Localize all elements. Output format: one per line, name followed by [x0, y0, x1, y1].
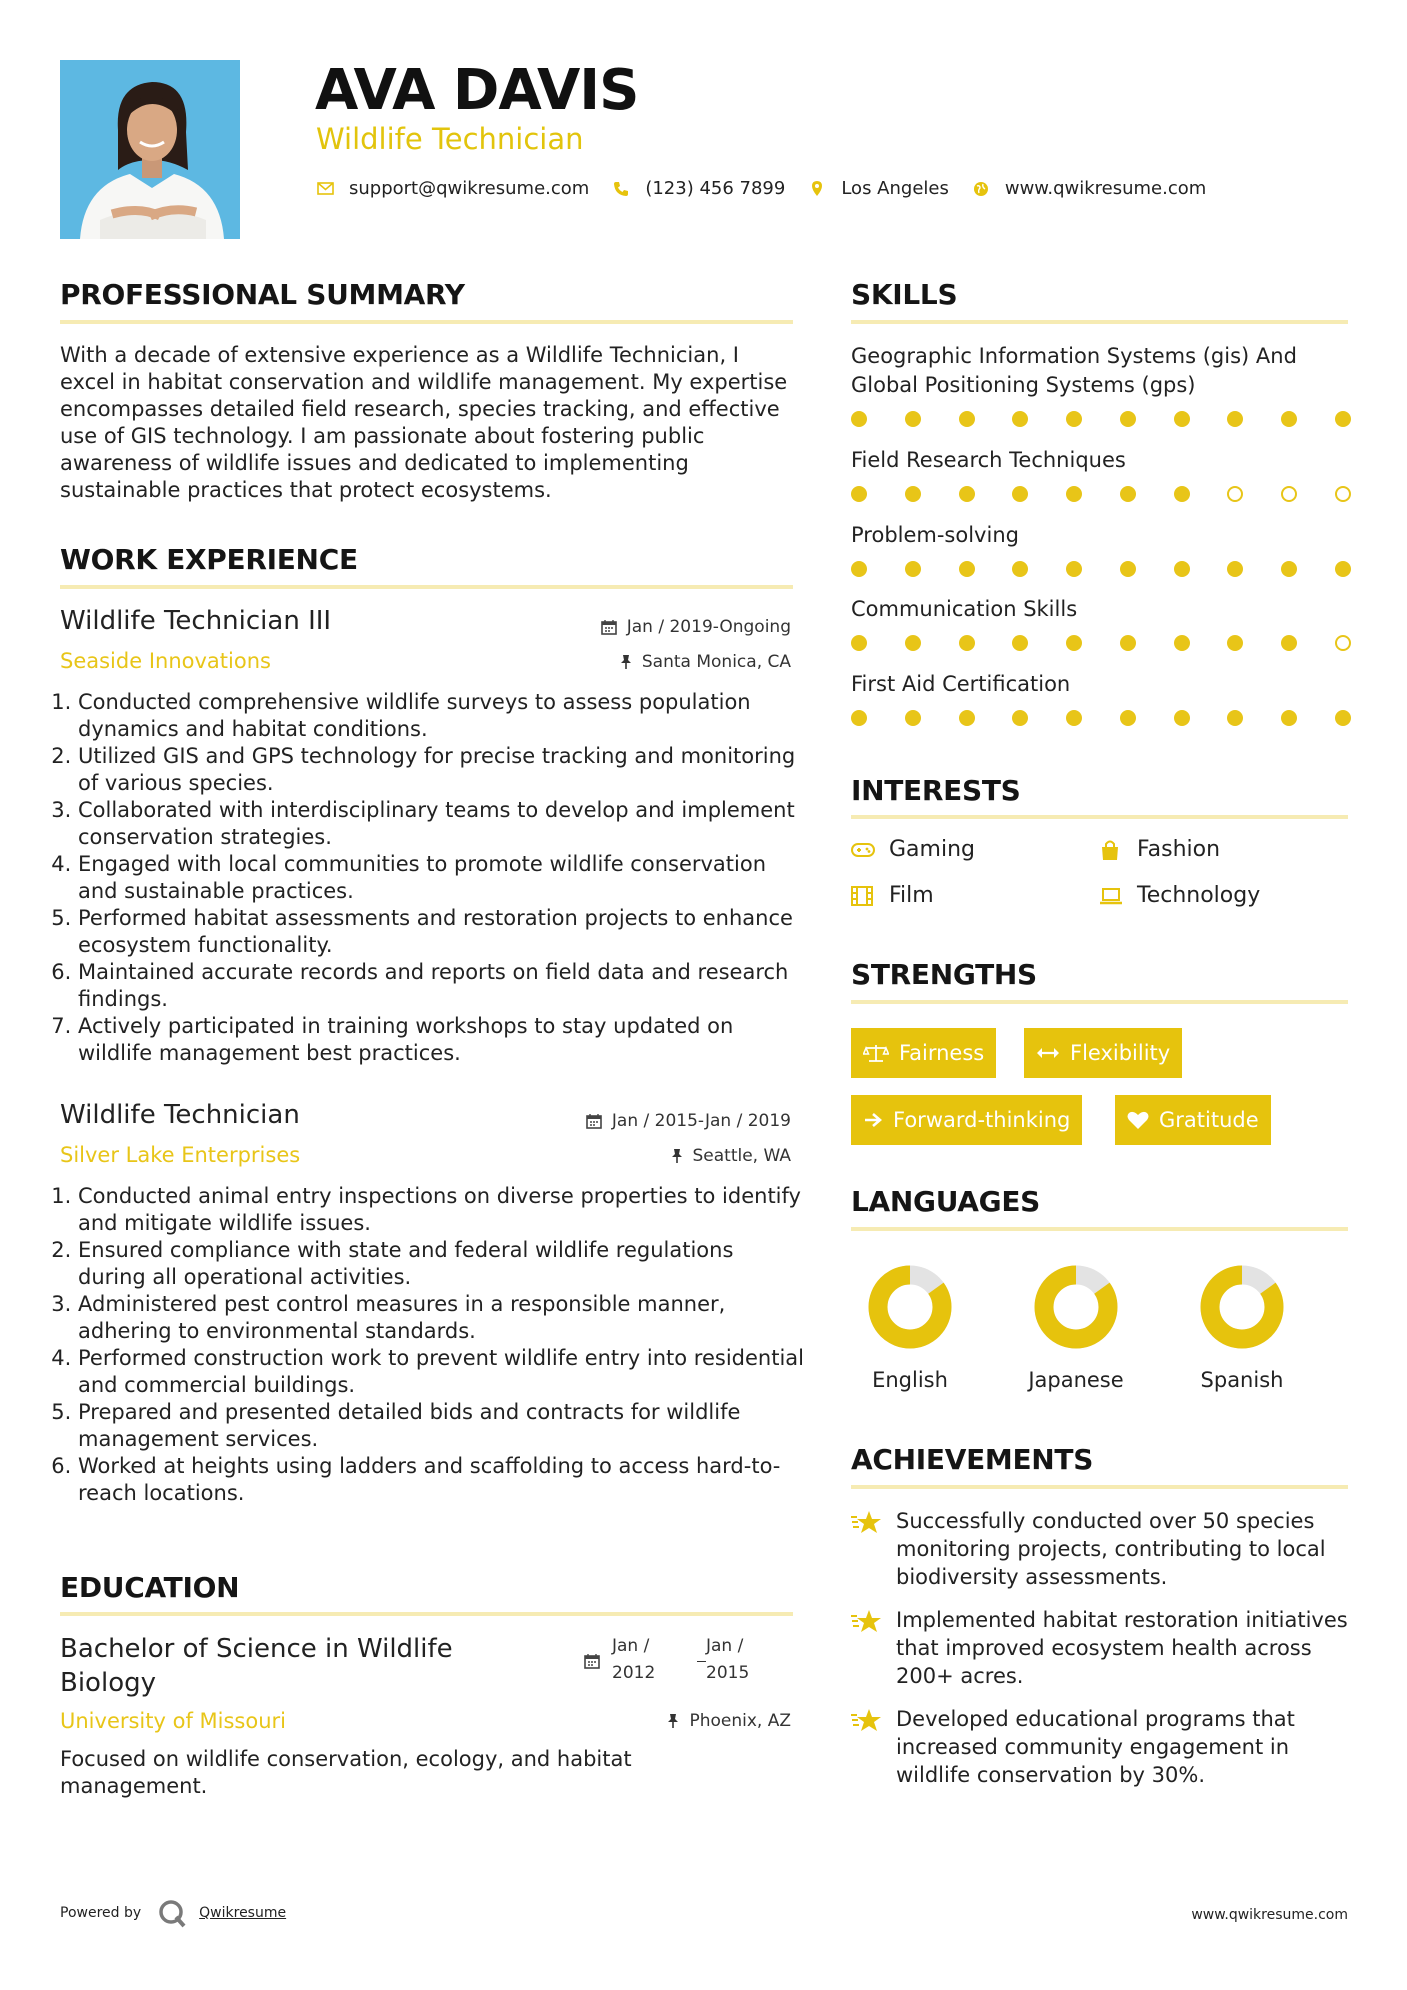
rating-dot-filled	[1066, 561, 1082, 577]
achievement-item	[851, 1705, 1361, 1789]
language-proficiency-ring	[865, 1262, 955, 1352]
languages-heading: LANGUAGES	[851, 1185, 1041, 1218]
contact-location	[807, 178, 949, 199]
skill-rating	[851, 486, 1351, 502]
company-name: Seaside Innovations	[60, 649, 271, 673]
duty-item: 6. Worked at heights using ladders and scaffolding to access hard-to-reach locations.	[78, 1453, 807, 1507]
skill-name: Field Research Techniques	[851, 448, 1126, 472]
contact-email[interactable]	[315, 178, 589, 199]
website-text: www.qwikresume.com	[1004, 178, 1207, 199]
strength-label: Flexibility	[1070, 1041, 1171, 1065]
rating-dot-filled	[1335, 411, 1351, 427]
pushpin-icon	[620, 654, 632, 670]
language-proficiency-ring	[1197, 1262, 1287, 1352]
rating-dot-filled	[1120, 710, 1136, 726]
duty-item: 5. Prepared and presented detailed bids and contracts for wildlife management services.	[78, 1399, 807, 1453]
rating-dot-filled	[959, 635, 975, 651]
interest-label: Gaming	[889, 837, 975, 862]
edu-location-text: Phoenix, AZ	[689, 1711, 791, 1731]
date-dash	[697, 1661, 706, 1662]
interests-divider	[851, 815, 1348, 819]
footer-branding	[60, 1898, 286, 1928]
job-title: Wildlife Technician	[60, 1100, 300, 1130]
skill-rating	[851, 561, 1351, 577]
contact-phone[interactable]	[611, 178, 785, 199]
duty-item: 1. Conducted animal entry inspections on diverse properties to identify and mitigate wildlife issues.	[78, 1183, 807, 1237]
company-name: Silver Lake Enterprises	[60, 1143, 301, 1167]
skill-name: First Aid Certification	[851, 672, 1071, 696]
laptop-icon	[1099, 887, 1125, 905]
footer-url[interactable]: www.qwikresume.com	[1191, 1907, 1348, 1923]
duty-item: 2. Utilized GIS and GPS technology for precise tracking and monitoring of various species.	[78, 743, 807, 797]
work-divider	[60, 585, 793, 589]
email-text: support@qwikresume.com	[349, 178, 590, 199]
work-heading: WORK EXPERIENCE	[60, 543, 358, 576]
rating-dot-filled	[1227, 411, 1243, 427]
school-name: University of Missouri	[60, 1709, 286, 1733]
language-label: Spanish	[1200, 1368, 1284, 1392]
strength-chip	[1115, 1095, 1271, 1145]
rating-dot-filled	[1227, 710, 1243, 726]
edu-end-date	[706, 1633, 749, 1687]
rating-dot-filled	[1066, 486, 1082, 502]
interest-label: Technology	[1137, 883, 1261, 908]
interest-label: Film	[889, 883, 934, 908]
edu-end-line1: Jan /	[706, 1636, 744, 1656]
star-badge-icon	[851, 1606, 883, 1690]
strength-chip	[851, 1028, 996, 1078]
pushpin-icon	[671, 1148, 683, 1164]
edu-end-line2: 2015	[706, 1663, 750, 1683]
rating-dot-filled	[1281, 710, 1297, 726]
rating-dot-empty	[1335, 486, 1351, 502]
strengths-heading: STRENGTHS	[851, 958, 1037, 991]
interest-label: Fashion	[1137, 837, 1221, 862]
duty-item: 1. Conducted comprehensive wildlife surveys to assess population dynamics and habitat conditions.	[78, 689, 807, 743]
rating-dot-filled	[1066, 411, 1082, 427]
job-dates	[586, 1111, 791, 1131]
rating-dot-filled	[851, 635, 867, 651]
duty-item: 4. Engaged with local communities to promote wildlife conservation and sustainable practices.	[78, 851, 807, 905]
contact-website[interactable]	[971, 178, 1206, 199]
skill-rating	[851, 635, 1351, 651]
skill-name: Communication Skills	[851, 597, 1078, 621]
summary-heading: PROFESSIONAL SUMMARY	[60, 278, 465, 311]
strength-label: Forward-thinking	[893, 1108, 1071, 1132]
job-dates-text: Jan / 2015-Jan / 2019	[611, 1111, 791, 1131]
rating-dot-filled	[1012, 635, 1028, 651]
achievements-heading: ACHIEVEMENTS	[851, 1443, 1094, 1476]
rating-dot-filled	[1174, 561, 1190, 577]
rating-dot-filled	[1335, 710, 1351, 726]
strength-chip	[1024, 1028, 1182, 1078]
edu-start-line1: Jan /	[612, 1636, 650, 1656]
rating-dot-filled	[1012, 710, 1028, 726]
interest-item	[1099, 883, 1260, 908]
duty-item: 4. Performed construction work to prevent wildlife entry into residential and commercial buildings.	[78, 1345, 807, 1399]
interest-item	[851, 837, 975, 862]
achievements-divider	[851, 1485, 1348, 1489]
rating-dot-filled	[1012, 486, 1028, 502]
brand-link[interactable]: Qwikresume	[199, 1905, 287, 1921]
rating-dot-filled	[959, 486, 975, 502]
job-location-text: Seattle, WA	[692, 1146, 791, 1166]
rating-dot-filled	[1174, 486, 1190, 502]
rating-dot-filled	[851, 561, 867, 577]
rating-dot-filled	[905, 710, 921, 726]
education-heading: EDUCATION	[60, 1571, 240, 1604]
rating-dot-empty	[1227, 486, 1243, 502]
job-location-text: Santa Monica, CA	[641, 652, 791, 672]
job-dates-text: Jan / 2019-Ongoing	[626, 617, 791, 637]
rating-dot-filled	[959, 710, 975, 726]
summary-text: With a decade of extensive experience as a Wildlife Technician, I excel in habitat conservation and wildlife management. My expertise encompasses detailed field research, species tracking, and effective use of GIS technology. I am passionate about fostering public awareness of wildlife issues and dedicated to implementing sustainable practices that protect ecosystems.	[60, 343, 788, 502]
phone-text: (123) 456 7899	[645, 178, 786, 199]
star-badge-icon	[851, 1507, 883, 1591]
job-location	[620, 652, 791, 672]
job-title: Wildlife Technician III	[60, 606, 332, 636]
map-pin-icon	[807, 179, 827, 199]
rating-dot-empty	[1335, 635, 1351, 651]
rating-dot-filled	[1174, 710, 1190, 726]
language-label: English	[872, 1368, 948, 1392]
duty-item: 3. Collaborated with interdisciplinary teams to develop and implement conservation strategies.	[78, 797, 807, 851]
rating-dot-filled	[905, 411, 921, 427]
rating-dot-filled	[1012, 561, 1028, 577]
edu-start-line2: 2012	[612, 1663, 656, 1683]
achievement-item	[851, 1507, 1361, 1591]
rating-dot-filled	[905, 486, 921, 502]
duty-item: 5. Performed habitat assessments and restoration projects to enhance ecosystem functionality.	[78, 905, 807, 959]
rating-dot-filled	[1066, 635, 1082, 651]
strengths-divider	[851, 1000, 1348, 1004]
language-proficiency-ring	[1031, 1262, 1121, 1352]
rating-dot-filled	[905, 635, 921, 651]
shopping-bag-icon	[1099, 839, 1125, 861]
rating-dot-filled	[1120, 561, 1136, 577]
rating-dot-filled	[851, 486, 867, 502]
degree-title: Bachelor of Science in Wildlife Biology	[60, 1634, 453, 1698]
balance-scale-icon	[863, 1043, 889, 1063]
powered-by-text: Powered by	[60, 1905, 142, 1921]
rating-dot-filled	[851, 411, 867, 427]
qwikresume-logo-icon	[157, 1898, 187, 1928]
duty-item: 6. Maintained accurate records and reports on field data and research findings.	[78, 959, 807, 1013]
job-location	[671, 1146, 792, 1166]
rating-dot-filled	[1281, 411, 1297, 427]
skill-name: Problem-solving	[851, 523, 1019, 547]
arrow-right-icon	[863, 1112, 883, 1128]
language-item	[1011, 1262, 1141, 1392]
rating-dot-filled	[1335, 561, 1351, 577]
skill-rating	[851, 411, 1351, 427]
job-duties-list	[52, 1183, 807, 1507]
rating-dot-filled	[1227, 561, 1243, 577]
interest-item	[851, 883, 934, 908]
skill-rating	[851, 710, 1351, 726]
candidate-name: AVA DAVIS	[315, 58, 639, 123]
skills-divider	[851, 320, 1348, 324]
language-item	[845, 1262, 975, 1392]
rating-dot-filled	[1120, 486, 1136, 502]
duty-item: 3. Administered pest control measures in a responsible manner, adhering to environmental standards.	[78, 1291, 807, 1345]
duty-item: 7. Actively participated in training workshops to stay updated on wildlife management best practices.	[78, 1013, 807, 1067]
rating-dot-filled	[905, 561, 921, 577]
achievement-text: Developed educational programs that increased community engagement in wildlife conservation by 30%.	[896, 1707, 1295, 1787]
pushpin-icon	[667, 1713, 679, 1729]
rating-dot-filled	[959, 561, 975, 577]
edu-location	[667, 1711, 791, 1731]
summary-divider	[60, 320, 793, 324]
rating-dot-filled	[959, 411, 975, 427]
rating-dot-filled	[851, 710, 867, 726]
interests-heading: INTERESTS	[851, 774, 1021, 807]
strength-label: Gratitude	[1159, 1108, 1259, 1132]
contact-bar	[315, 178, 1228, 199]
rating-dot-filled	[1066, 710, 1082, 726]
film-icon	[851, 886, 877, 906]
rating-dot-filled	[1120, 635, 1136, 651]
calendar-icon	[584, 1653, 600, 1673]
job-dates	[601, 617, 791, 637]
achievement-text: Implemented habitat restoration initiatives that improved ecosystem health across 200+ acres.	[896, 1608, 1348, 1688]
rating-dot-filled	[1281, 561, 1297, 577]
star-badge-icon	[851, 1705, 883, 1789]
calendar-icon	[601, 619, 617, 635]
rating-dot-empty	[1281, 486, 1297, 502]
candidate-title: Wildlife Technician	[316, 122, 584, 156]
phone-icon	[611, 179, 631, 199]
mail-icon	[315, 179, 335, 199]
job-duties-list	[52, 689, 807, 1067]
rating-dot-filled	[1281, 635, 1297, 651]
rating-dot-filled	[1174, 635, 1190, 651]
duty-item: 2. Ensured compliance with state and federal wildlife regulations during all operational activities.	[78, 1237, 807, 1291]
languages-divider	[851, 1227, 1348, 1231]
arrows-horizontal-icon	[1036, 1046, 1060, 1060]
heart-icon	[1127, 1110, 1149, 1130]
strength-label: Fairness	[899, 1041, 985, 1065]
interest-item	[1099, 837, 1220, 862]
skills-heading: SKILLS	[851, 278, 958, 311]
calendar-icon	[586, 1113, 602, 1129]
skill-name: Geographic Information Systems (gis) And Global Positioning Systems (gps)	[851, 344, 1297, 397]
education-divider	[60, 1612, 793, 1616]
strength-chip	[851, 1095, 1082, 1145]
gamepad-icon	[851, 843, 877, 857]
rating-dot-filled	[1120, 411, 1136, 427]
language-item	[1177, 1262, 1307, 1392]
achievement-text: Successfully conducted over 50 species monitoring projects, contributing to local biodiversity assessments.	[896, 1509, 1326, 1589]
profile-photo	[60, 60, 240, 239]
location-text: Los Angeles	[841, 178, 949, 199]
edu-start-date	[612, 1633, 655, 1687]
rating-dot-filled	[1227, 635, 1243, 651]
edu-description: Focused on wildlife conservation, ecology, and habitat management.	[60, 1747, 632, 1798]
achievement-item	[851, 1606, 1361, 1690]
globe-icon	[971, 179, 991, 199]
rating-dot-filled	[1012, 411, 1028, 427]
rating-dot-filled	[1174, 411, 1190, 427]
language-label: Japanese	[1028, 1368, 1124, 1392]
